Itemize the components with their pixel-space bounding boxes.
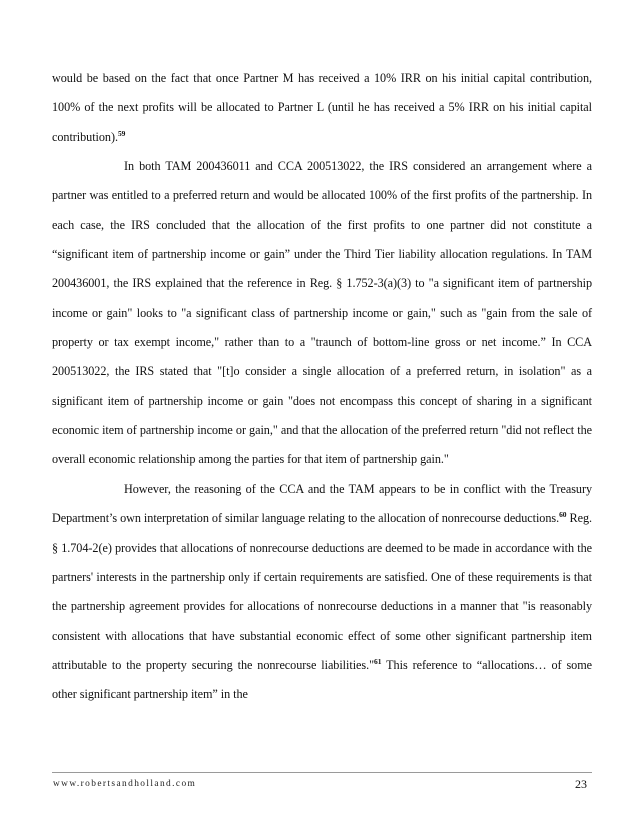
footnote-ref-59[interactable]: 59 — [117, 128, 126, 138]
paragraph-3-text: However, the reasoning of the CCA and the TAM appears to be in conflict with the Treasury Department’s own interpretation of similar language relating to the allocation of nonrecourse deductions. — [52, 481, 592, 526]
paragraph-3-continuation: Reg. § 1.704-2(e) provides that allocations of nonrecourse deductions are deemed to be made in accordance with the partners' interests in the partnership only if certain requirements are satisfied. One of these requirements is that the partnership agreement provides for allocations of nonrecourse deductions in a manner that "is reasonably consistent with allocations that have substantial economic effect of some other significant partnership item attributable to the property securing the nonrecourse liabilities." — [52, 511, 592, 672]
paragraph-2 — [52, 152, 592, 475]
document-body — [52, 64, 592, 710]
footer-divider — [52, 772, 592, 773]
paragraph-3-continuation-2: This reference to “allocations… of some other significant partnership item” in the — [52, 657, 593, 702]
footer-website-url: www.robertsandholland.com — [53, 779, 197, 789]
page-number: 23 — [575, 777, 587, 791]
paragraph-1 — [52, 64, 592, 152]
paragraph-2-text: In both TAM 200436011 and CCA 200513022, the IRS considered an arrangement where a partner was entitled to a preferred return and would be allocated 100% of the first profits of the partnership. In each case, the IRS concluded that the allocation of the first profits to one partner did not constitute a “significant item of partnership income or gain” under the Third Tier liability allocation regulations. In TAM 200436001, the IRS explained that the reference in Reg. § 1.752-3(a)(3) to "a significant item of partnership income or gain" looks to "a significant class of partnership income or gain," such as "gain from the sale of property or tax exempt income," rather than to a "traunch of bottom-line gross or net income.” In CCA 200513022, the IRS stated that "[t]o consider a single allocation of a preferred return, in isolation" as a significant item of partnership income or gain "does not encompass this concept of sharing in a significant economic item of partnership income or gain," and that the allocation of the preferred return "did not reflect the overall economic relationship among the parties for that item of partnership gain." — [52, 159, 592, 467]
paragraph-1-text: would be based on the fact that once Partner M has received a 10% IRR on his initial capital contribution, 100% of the next profits will be allocated to Partner L (until he has received a 5% IRR on his initial capital contribution). — [52, 71, 592, 144]
footnote-ref-61[interactable]: 61 — [374, 656, 382, 666]
footnote-ref-60[interactable]: 60 — [559, 510, 567, 520]
paragraph-3 — [52, 475, 592, 710]
